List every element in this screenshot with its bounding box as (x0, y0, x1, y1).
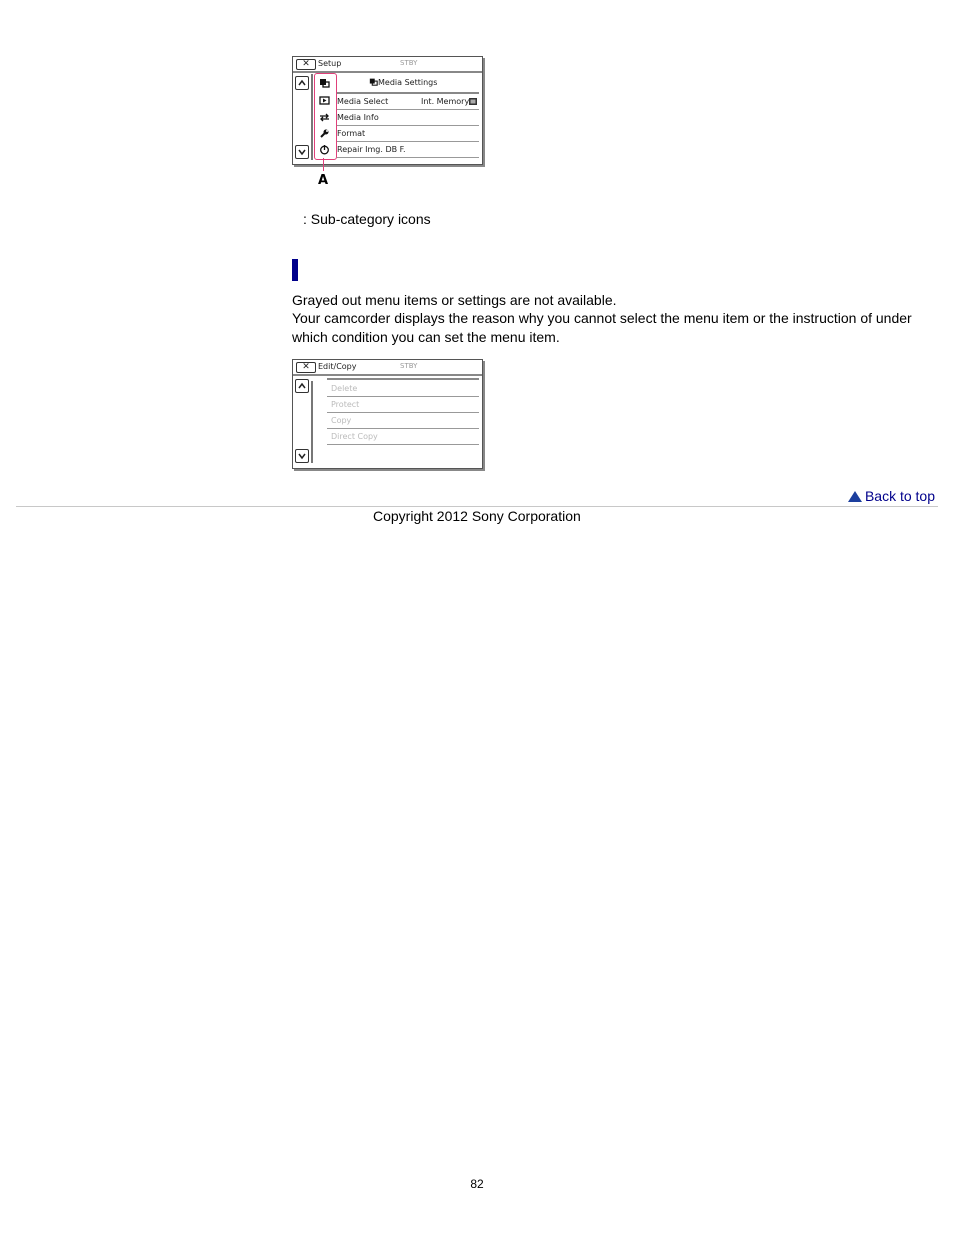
media-settings-small-icon (369, 77, 378, 86)
list-item: Protect (327, 397, 479, 413)
scroll-track (311, 74, 313, 160)
list-item: Media Select Int. Memory (337, 94, 479, 110)
page-number: 82 (470, 1177, 484, 1191)
scroll-up-icon (295, 379, 309, 393)
close-icon: ✕ (296, 362, 316, 373)
menu-top-bar (293, 57, 482, 73)
list-item: Media Info (337, 110, 479, 126)
back-to-top-link[interactable] (848, 488, 935, 504)
memory-icon (469, 98, 477, 105)
body-line-1: Grayed out menu items or settings are not available. (292, 292, 617, 308)
subcategory-highlight-box (314, 73, 337, 160)
copyright-text: Copyright 2012 Sony Corporation (373, 508, 581, 524)
edit-copy-menu-figure (292, 359, 483, 469)
status-text: STBY (400, 362, 418, 370)
callout-line (323, 158, 324, 171)
list-item: Delete (327, 381, 479, 397)
body-line-2: Your camcorder displays the reason why you cannot select the menu item or the instruction of under which condition you can set the menu item. (292, 310, 912, 345)
menu-top-bar (293, 360, 482, 376)
callout-label: A (318, 173, 329, 188)
section-heading-marker (292, 259, 298, 281)
submenu-header: Media Settings (369, 77, 437, 87)
menu-title: Edit/Copy (318, 362, 357, 371)
scroll-track (311, 381, 313, 463)
close-icon: ✕ (296, 59, 316, 70)
scroll-down-icon (295, 449, 309, 463)
scroll-down-icon (295, 145, 309, 159)
setup-menu-figure (292, 56, 483, 165)
list-item: Copy (327, 413, 479, 429)
list-item: Repair Img. DB F. (337, 142, 479, 158)
footer-divider (16, 506, 938, 507)
status-text: STBY (400, 59, 418, 67)
back-to-top-label: Back to top (864, 488, 935, 504)
menu-title: Setup (318, 59, 342, 68)
up-triangle-icon (848, 491, 862, 502)
list-item: Format (337, 126, 479, 142)
header-underline (327, 378, 479, 380)
list-item: Direct Copy (327, 429, 479, 445)
memory-value: Int. Memory (421, 97, 470, 106)
scroll-up-icon (295, 76, 309, 90)
figure-caption: : Sub-category icons (303, 211, 431, 227)
